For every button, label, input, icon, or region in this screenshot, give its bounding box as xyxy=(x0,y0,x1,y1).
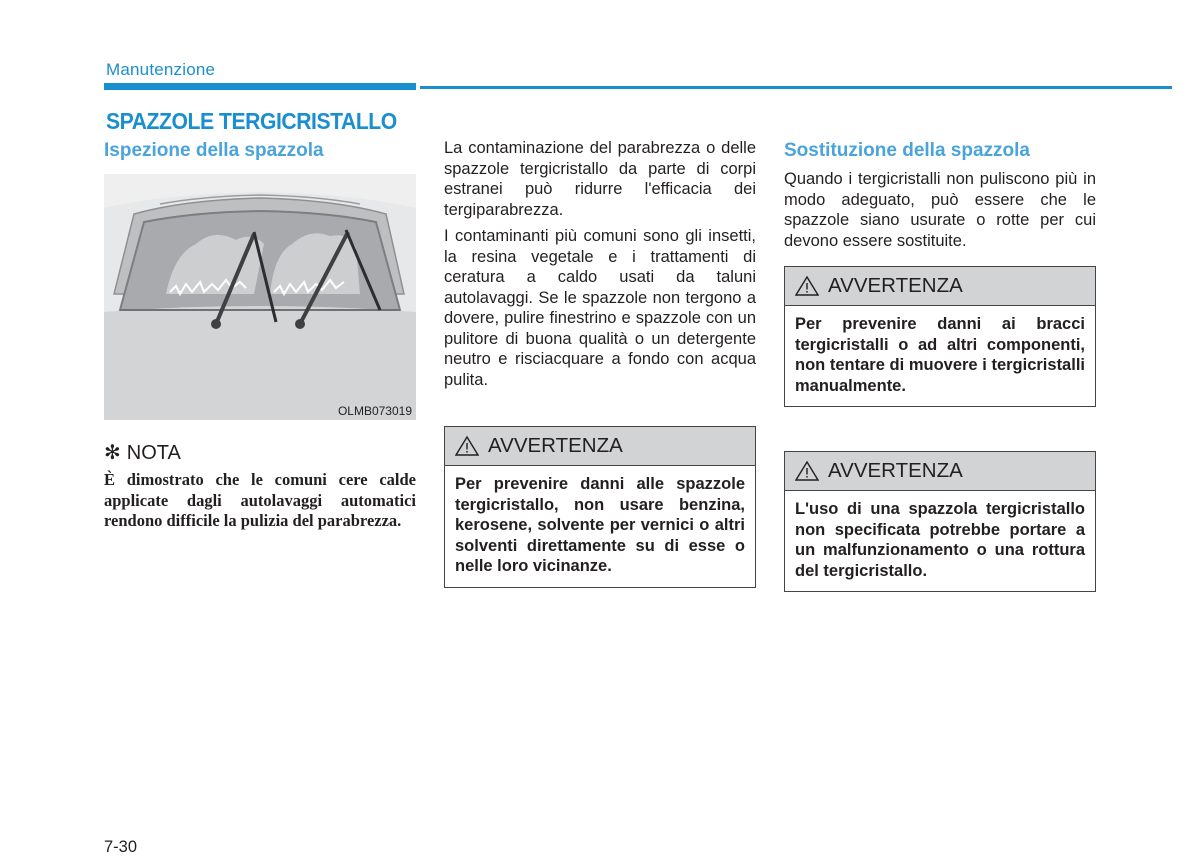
figure-code: OLMB073019 xyxy=(337,404,412,418)
warning-triangle-icon xyxy=(795,276,819,296)
warning-text: Per prevenire danni alle spazzole tergicristallo, non usare benzina, kerosene, solvente per vernici o altri solventi direttamente su di esse o nelle loro vicinanze. xyxy=(455,475,745,575)
warning-box-solvents xyxy=(444,426,756,588)
warning-box-unspecified-blade xyxy=(784,451,1096,592)
warning-header xyxy=(785,267,1095,306)
asterisk-icon: ✻ xyxy=(104,442,121,464)
warning-triangle-icon xyxy=(795,461,819,481)
warning-triangle-icon xyxy=(455,436,479,456)
warning-header xyxy=(445,427,755,466)
subheading-inspection: Ispezione della spazzola xyxy=(104,140,324,161)
warning-title: AVVERTENZA xyxy=(828,459,963,482)
warning-text: L'uso di una spazzola tergicristallo non specificata potrebbe portare a un malfunzionamento o una rottura del tergicristallo. xyxy=(795,500,1085,580)
note-title: NOTA xyxy=(126,442,181,464)
page-title: SPAZZOLE TERGICRISTALLO xyxy=(106,108,397,134)
note-heading xyxy=(104,440,181,465)
header-rule-thin xyxy=(420,86,1172,89)
subheading-replacement: Sostituzione della spazzola xyxy=(784,140,1030,161)
warning-title: AVVERTENZA xyxy=(488,434,623,457)
paragraph-contaminants: I contaminanti più comuni sono gli insetti, la resina vegetale e i trattamenti di ceratura a caldo usati da taluni autolavaggi. Se le spazzole non tergono a dovere, pulire finestrino e spazzole con un pulitore di buona qualità o un detergente neutro e risciacquare a fondo con acqua pulita. xyxy=(444,227,756,389)
section-label: Manutenzione xyxy=(106,60,216,79)
warning-text: Per prevenire danni ai bracci tergicristalli o ad altri componenti, non tentare di muovere i tergicristalli manualmente. xyxy=(795,315,1085,395)
paragraph-replacement: Quando i tergicristalli non puliscono più in modo adeguato, può essere che le spazzole siano usurate o rotte per cui devono essere sostituite. xyxy=(784,170,1096,250)
note-text: È dimostrato che le comuni cere calde applicate dagli autolavaggi automatici rendono difficile la pulizia del parabrezza. xyxy=(104,470,416,530)
header-rule-thick xyxy=(104,83,416,90)
windshield-wiper-illustration xyxy=(104,174,416,420)
warning-title: AVVERTENZA xyxy=(828,274,963,297)
page-number: 7-30 xyxy=(104,838,138,856)
paragraph-contamination: La contaminazione del parabrezza o delle spazzole tergicristallo da parte di corpi estranei può ridurre l'efficacia dei tergiparabrezza. xyxy=(444,139,756,219)
warning-box-arms xyxy=(784,266,1096,407)
wiper-figure xyxy=(104,174,416,420)
warning-header xyxy=(785,452,1095,491)
